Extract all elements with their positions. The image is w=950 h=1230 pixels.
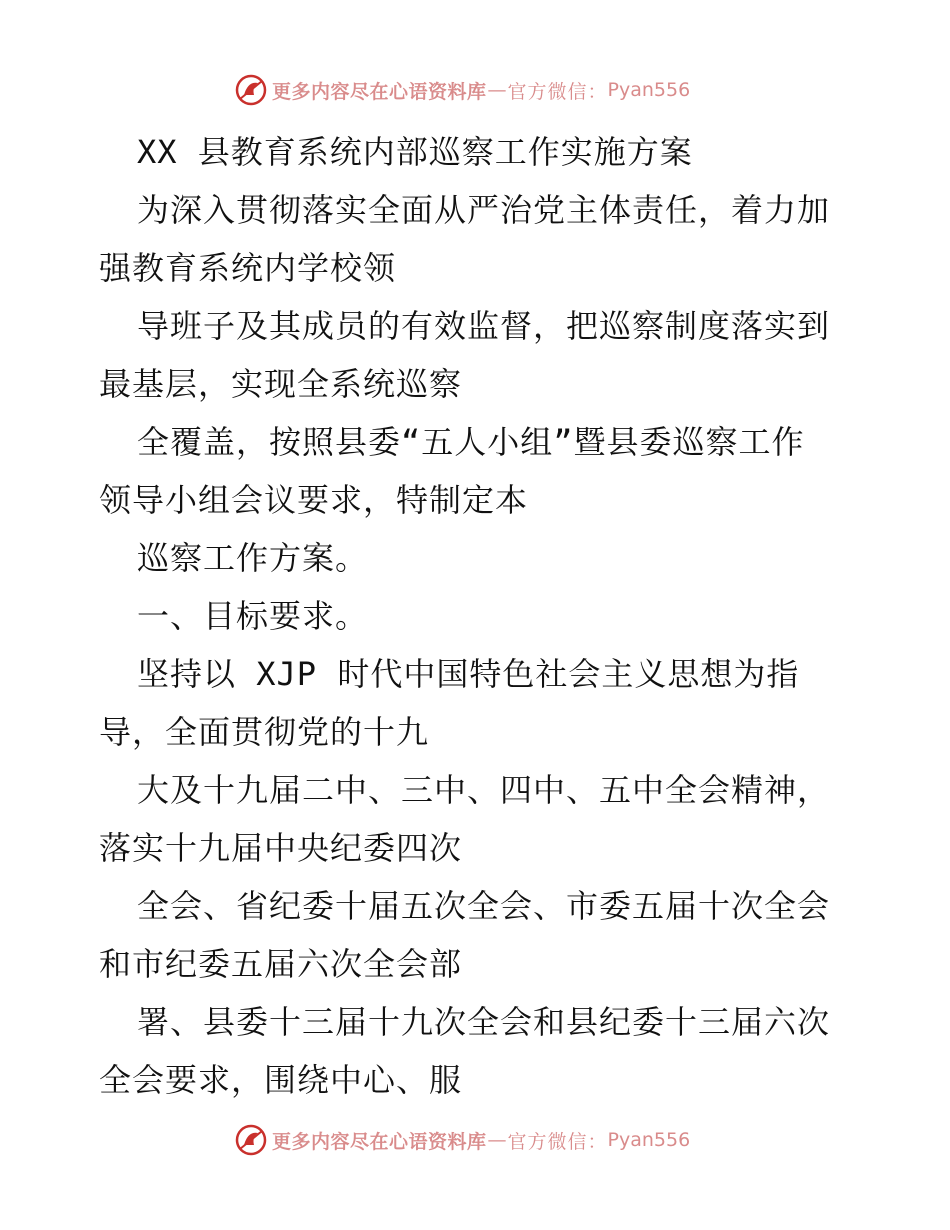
header-watermark [234, 72, 690, 108]
watermark-dash: — [487, 79, 507, 101]
paragraph-line: 为深入贯彻落实全面从严治党主体责任，着力加 [137, 191, 831, 229]
paragraph-line: 导班子及其成员的有效监督，把巡察制度落实到 [137, 307, 831, 345]
section-heading: 一、目标要求。 [137, 597, 369, 635]
paragraph-line: 强教育系统内学校领 [99, 249, 397, 287]
document-title: XX 县教育系统内部巡察工作实施方案 [137, 133, 693, 171]
watermark-wechat-label: 官方微信： [507, 1130, 608, 1153]
brand-logo-icon [234, 1123, 268, 1157]
paragraph-line: 全会要求，围绕中心、服 [99, 1061, 463, 1099]
paragraph-line: 最基层，实现全系统巡察 [99, 365, 463, 403]
paragraph-line: 和市纪委五届六次全会部 [99, 945, 463, 983]
watermark-dash: — [487, 1129, 507, 1151]
paragraph-line: 坚持以 XJP 时代中国特色社会主义思想为指 [137, 655, 800, 693]
watermark-main-text: 更多内容尽在心语资料库 [272, 80, 487, 103]
brand-logo-icon [234, 73, 268, 107]
paragraph-line: 落实十九届中央纪委四次 [99, 829, 463, 867]
paragraph-line: 全会、省纪委十届五次全会、市委五届十次全会 [137, 887, 831, 925]
watermark-main-text: 更多内容尽在心语资料库 [272, 1130, 487, 1153]
paragraph-line: 署、县委十三届十九次全会和县纪委十三届六次 [137, 1003, 831, 1041]
watermark-wechat-id: Pyan556 [607, 79, 691, 101]
watermark-wechat-label: 官方微信： [507, 80, 608, 103]
footer-watermark [234, 1122, 690, 1158]
paragraph-line: 全覆盖，按照县委“五人小组”暨县委巡察工作 [137, 423, 805, 461]
paragraph-line: 导，全面贯彻党的十九 [99, 713, 430, 751]
paragraph-line: 领导小组会议要求，特制定本 [99, 481, 529, 519]
document-body [99, 123, 859, 1109]
watermark-wechat-id: Pyan556 [607, 1129, 691, 1151]
paragraph-line: 巡察工作方案。 [137, 539, 369, 577]
paragraph-line: 大及十九届二中、三中、四中、五中全会精神， [137, 771, 831, 809]
